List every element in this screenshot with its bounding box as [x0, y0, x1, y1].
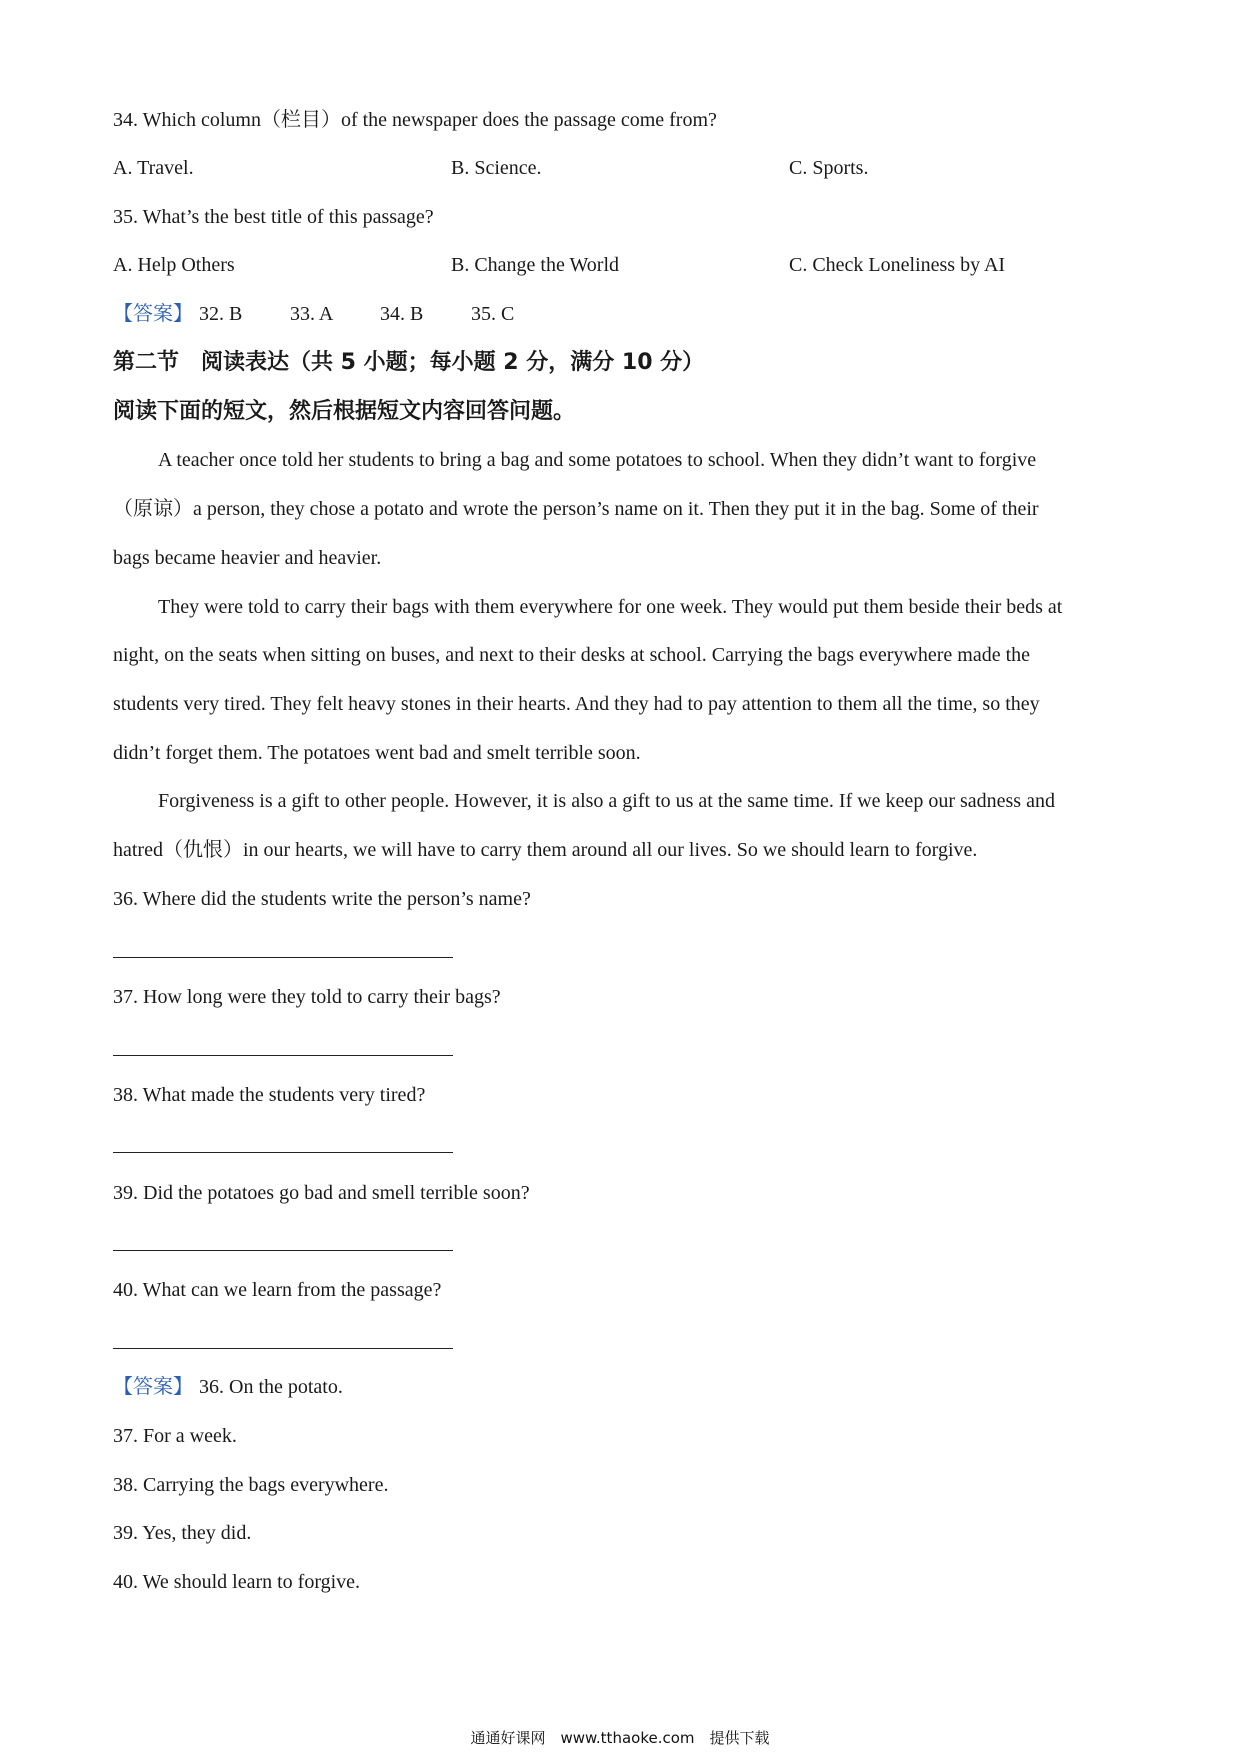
q34-option-c: C. Sports. [789, 157, 869, 179]
section-instruction: 阅读下面的短文，然后根据短文内容回答问题。 [113, 399, 576, 424]
answer-block-2 [113, 1373, 193, 1401]
passage-p2-line4: didn’t forget them. The potatoes went bad and smelt terrible soon. [113, 742, 641, 764]
answer-blank-40[interactable] [113, 1348, 453, 1349]
question-35: 35. What’s the best title of this passage? [113, 206, 434, 228]
passage-p2-line3: students very tired. They felt heavy stones in their hearts. And they had to pay attention to them all the time, so they [113, 693, 1040, 715]
passage-p1-line1: A teacher once told her students to bring a bag and some potatoes to school. When they didn’t want to forgive [158, 449, 1037, 471]
answer-blank-38[interactable] [113, 1152, 453, 1153]
page-footer: 通通好课网 www.tthaoke.com 提供下载 [470, 1729, 770, 1747]
answer-38: 38. Carrying the bags everywhere. [113, 1474, 389, 1496]
answer-blank-37[interactable] [113, 1055, 453, 1056]
passage-p2-line1: They were told to carry their bags with them everywhere for one week. They would put them beside their beds at [158, 596, 1063, 618]
answer-blank-39[interactable] [113, 1250, 453, 1251]
q35-option-a: A. Help Others [113, 254, 235, 276]
passage-p3-line2: hatred（仇恨）in our hearts, we will have to carry them around all our lives. So we should learn to forgive. [113, 839, 978, 861]
answer-34: 34. B [380, 303, 424, 325]
passage-p2-line2: night, on the seats when sitting on buses, and next to their desks at school. Carrying the bags everywhere made the [113, 644, 1031, 666]
question-34: 34. Which column（栏目）of the newspaper does the passage come from? [113, 109, 717, 131]
q34-option-b: B. Science. [451, 157, 542, 179]
answer-block-1 [113, 300, 193, 328]
passage-p1-line2: （原谅）a person, they chose a potato and wrote the person’s name on it. Then they put it in the bag. Some of their [113, 498, 1039, 520]
q34-option-a: A. Travel. [113, 157, 194, 179]
passage-p1-line3: bags became heavier and heavier. [113, 547, 382, 569]
answer-37: 37. For a week. [113, 1425, 237, 1447]
answer-tag: 【答案】 [113, 303, 193, 325]
question-40: 40. What can we learn from the passage? [113, 1279, 442, 1301]
question-38: 38. What made the students very tired? [113, 1084, 426, 1106]
q35-option-b: B. Change the World [451, 254, 619, 276]
answer-33: 33. A [290, 303, 334, 325]
q35-option-c: C. Check Loneliness by AI [789, 254, 1006, 276]
passage-p3-line1: Forgiveness is a gift to other people. However, it is also a gift to us at the same time. If we keep our sadness and [158, 790, 1055, 812]
answer-tag-2: 【答案】 [113, 1376, 193, 1398]
question-36: 36. Where did the students write the person’s name? [113, 888, 531, 910]
section-heading: 第二节 阅读表达（共 5 小题；每小题 2 分，满分 10 分） [113, 350, 705, 375]
question-39: 39. Did the potatoes go bad and smell terrible soon? [113, 1182, 530, 1204]
answer-36: 36. On the potato. [199, 1376, 343, 1398]
answer-32: 32. B [199, 303, 243, 325]
answer-39: 39. Yes, they did. [113, 1522, 252, 1544]
answer-blank-36[interactable] [113, 957, 453, 958]
answer-35: 35. C [471, 303, 515, 325]
answer-40: 40. We should learn to forgive. [113, 1571, 361, 1593]
question-37: 37. How long were they told to carry their bags? [113, 986, 501, 1008]
